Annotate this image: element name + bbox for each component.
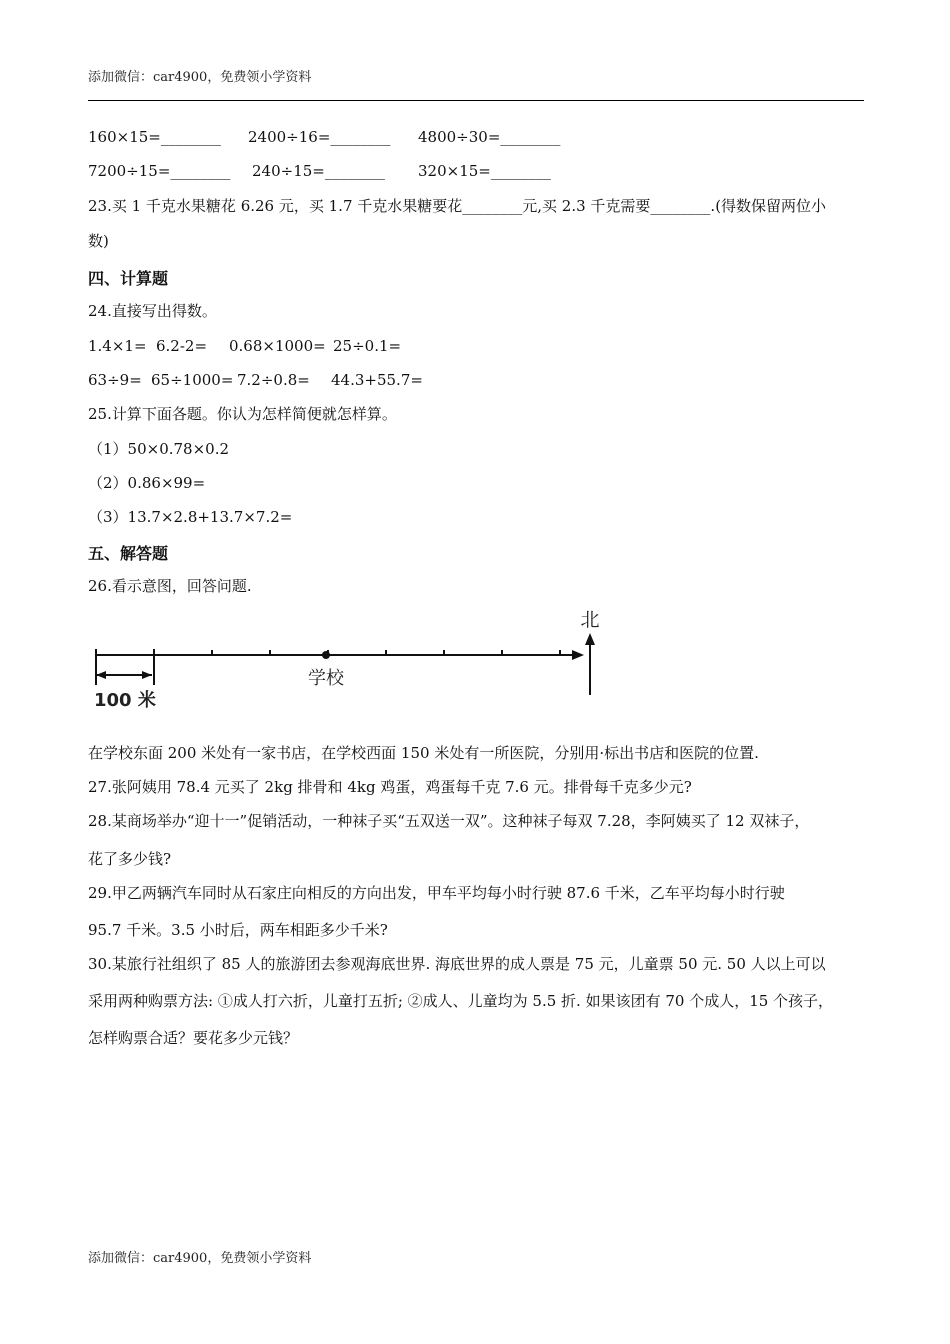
q24-item: 0.68×1000= [229, 337, 326, 355]
q22-item: 160×15=________ [88, 128, 221, 146]
q25-item-1: （1）50×0.78×0.2 [88, 440, 230, 458]
q25-item-3: （3）13.7×2.8+13.7×7.2= [88, 508, 293, 526]
q26-text: 在学校东面 200 米处有一家书店，在学校西面 150 米处有一所医院，分别用·标出书店和医院的位置. [88, 744, 759, 762]
q23-line-1: 23.买 1 千克水果糖花 6.26 元，买 1.7 千克水果糖要花________元,买 2.3 千克需要________.(得数保留两位小 [88, 197, 827, 215]
section-4-title: 四、计算题 [88, 269, 169, 288]
q24-prompt: 24.直接写出得数。 [88, 302, 217, 320]
header-rule [88, 100, 864, 101]
q30-line-3: 怎样购票合适？要花多少元钱？ [88, 1029, 299, 1047]
q22-item: 7200÷15=________ [88, 162, 231, 180]
q24-item: 44.3+55.7= [331, 371, 423, 389]
scale-left-arrow-icon [96, 671, 106, 679]
q24-item: 63÷9= [88, 371, 142, 389]
east-arrow-icon [572, 650, 584, 660]
q30-line-2: 采用两种购票方法: ①成人打六折，儿童打五折; ②成人、儿童均为 5.5 折. 如果该团有 70 个成人，15 个孩子， [88, 992, 834, 1010]
direction-diagram [88, 605, 608, 715]
q24-item: 7.2÷0.8= [237, 371, 310, 389]
q26-prompt: 26.看示意图，回答问题. [88, 577, 252, 595]
q24-item: 1.4×1= [88, 337, 147, 355]
footer-note: 添加微信：car4900，免费领小学资料 [88, 1251, 312, 1266]
q24-item: 65÷1000= [151, 371, 234, 389]
q28-line-1: 28.某商场举办“迎十一”促销活动，一种袜子买“五双送一双”。这种袜子每双 7.28，李阿姨买了 12 双袜子， [88, 812, 810, 830]
q25-prompt: 25.计算下面各题。你认为怎样简便就怎样算。 [88, 405, 397, 423]
q23-line-2: 数) [88, 232, 109, 250]
scale-right-arrow-icon [142, 671, 152, 679]
q30-line-1: 30.某旅行社组织了 85 人的旅游团去参观海底世界. 海底世界的成人票是 75 元，儿童票 50 元. 50 人以上可以 [88, 955, 826, 973]
school-label: 学校 [308, 668, 344, 689]
q29-line-1: 29.甲乙两辆汽车同时从石家庄向相反的方向出发，甲车平均每小时行驶 87.6 千米，乙车平均每小时行驶 [88, 884, 785, 902]
q28-line-2: 花了多少钱? [88, 850, 172, 868]
q22-item: 4800÷30=________ [418, 128, 561, 146]
school-point [322, 651, 330, 659]
q22-item: 240÷15=________ [252, 162, 385, 180]
q24-item: 6.2-2= [156, 337, 208, 355]
q22-item: 2400÷16=________ [248, 128, 391, 146]
north-label: 北 [580, 609, 600, 631]
q29-line-2: 95.7 千米。3.5 小时后，两车相距多少千米? [88, 921, 388, 939]
q25-item-2: （2）0.86×99= [88, 474, 206, 492]
header-note: 添加微信：car4900，免费领小学资料 [88, 70, 312, 85]
section-5-title: 五、解答题 [88, 544, 169, 563]
q22-item: 320×15=________ [418, 162, 551, 180]
north-arrow-icon [585, 633, 595, 645]
scale-label: 100 米 [94, 690, 156, 711]
q27-text: 27.张阿姨用 78.4 元买了 2kg 排骨和 4kg 鸡蛋，鸡蛋每千克 7.6 元。排骨每千克多少元? [88, 778, 692, 796]
q24-item: 25÷0.1= [333, 337, 402, 355]
